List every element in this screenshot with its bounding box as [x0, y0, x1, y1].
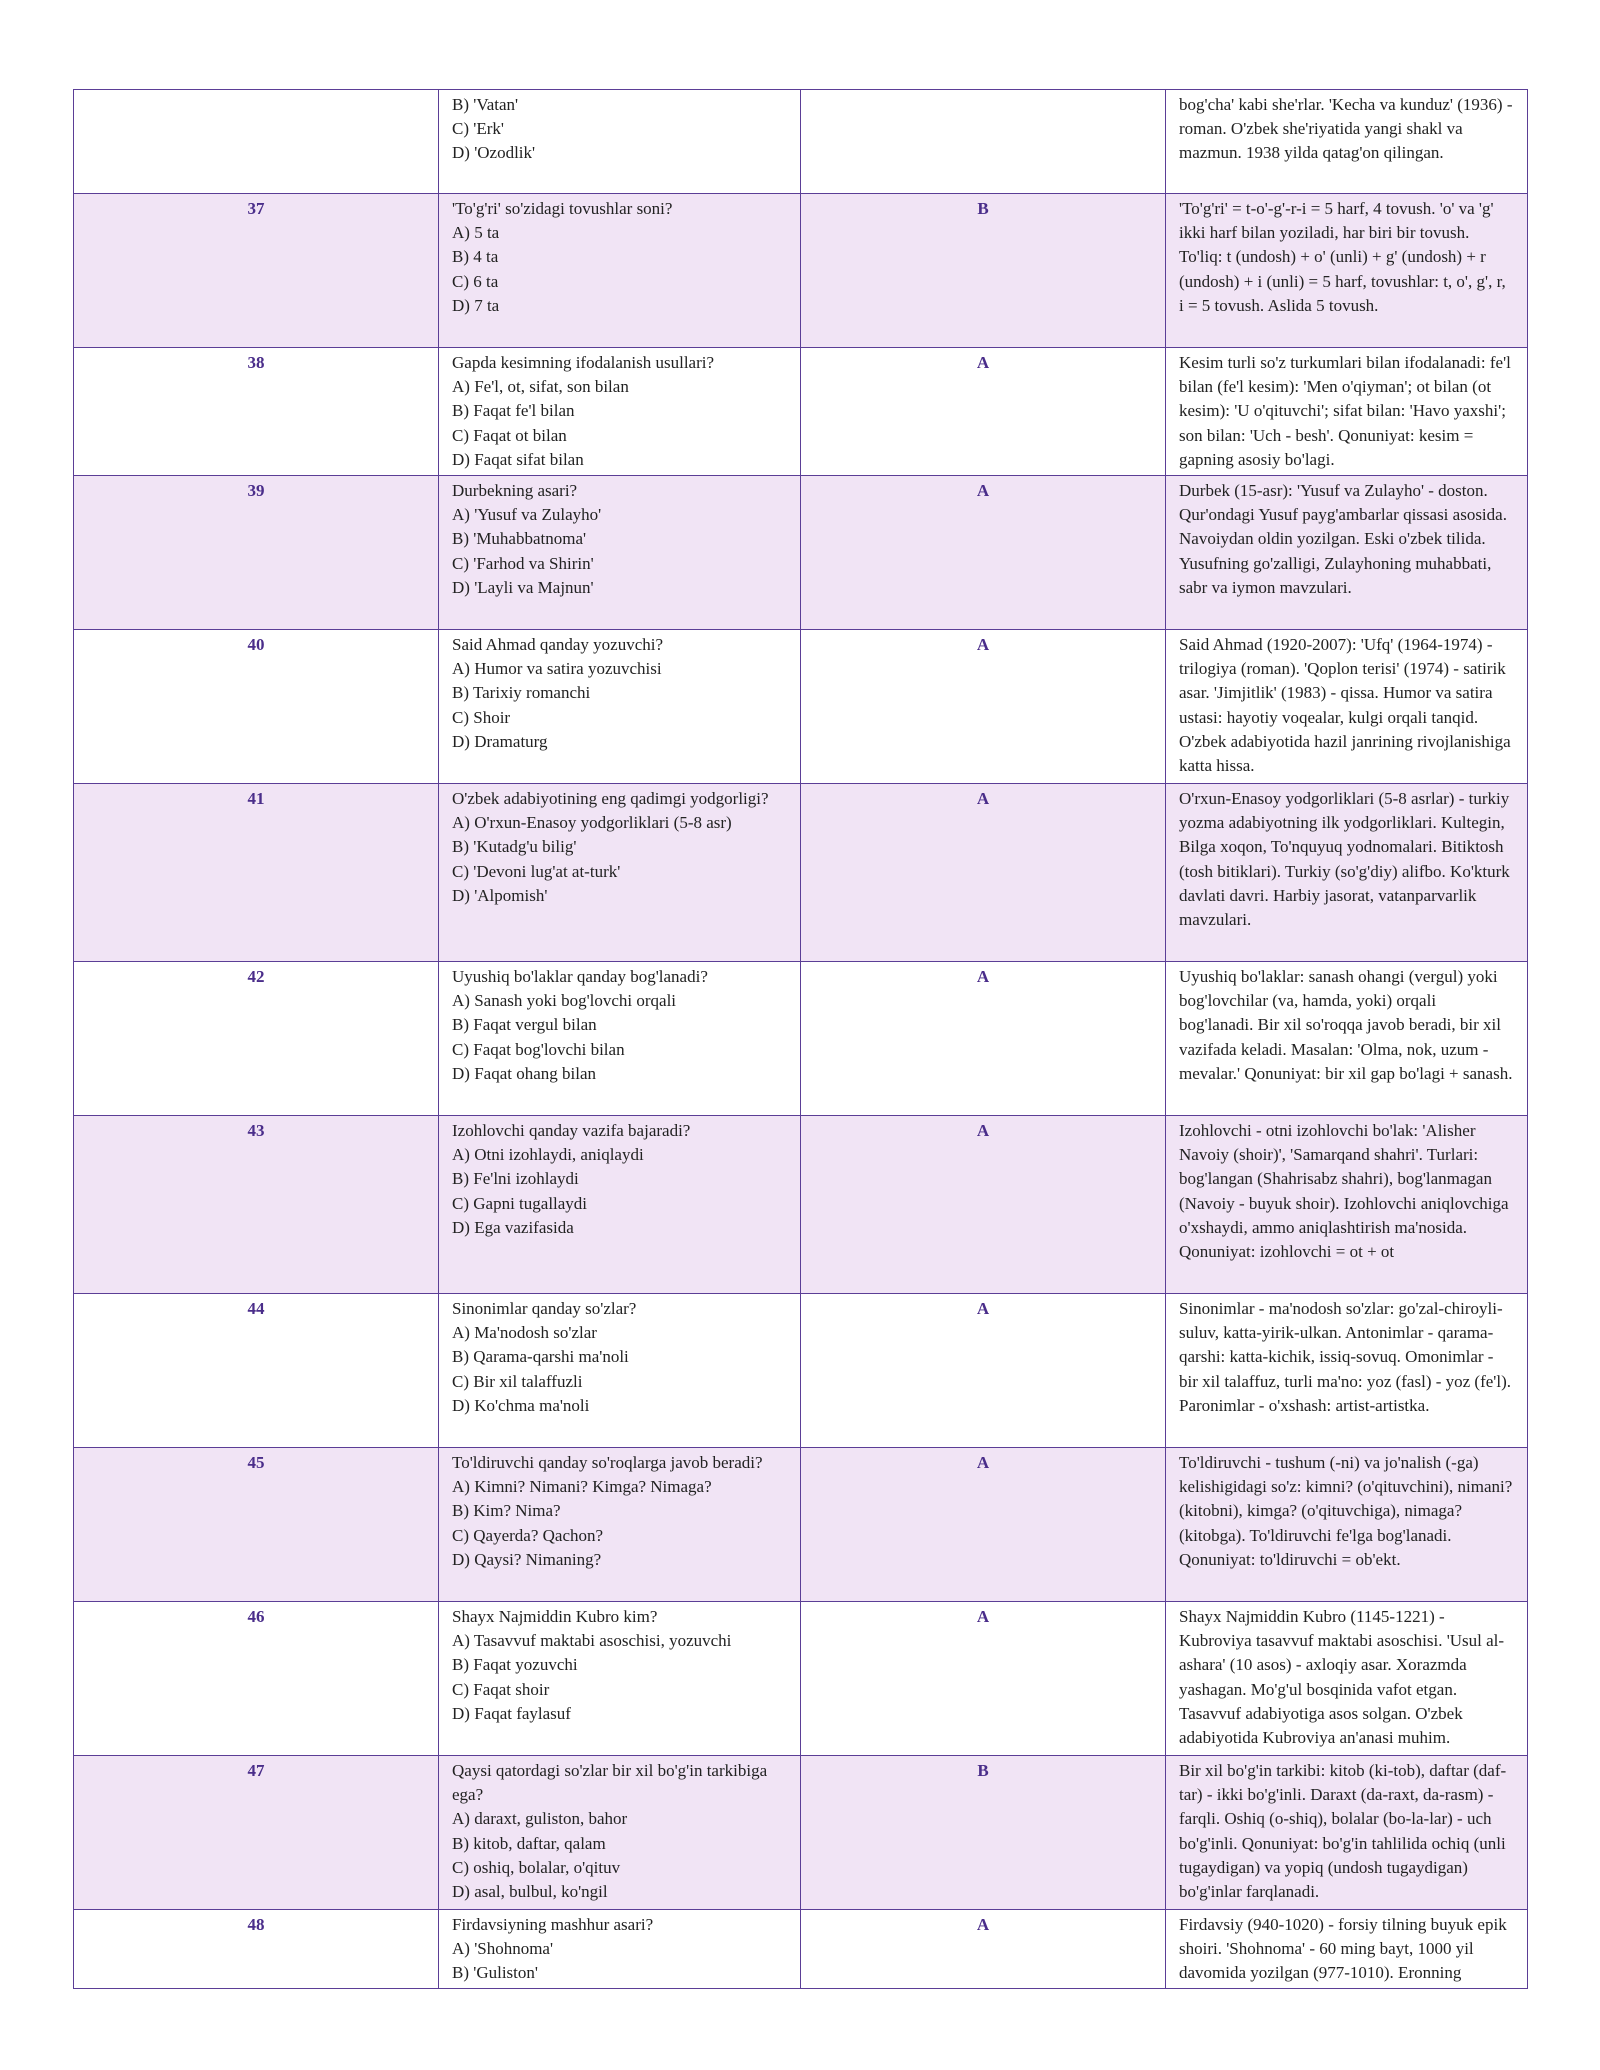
question-text: Izohlovchi qanday vazifa bajaradi?: [452, 1121, 691, 1140]
answer-option: C) 'Devoni lug'at at-turk': [452, 861, 621, 881]
quiz-table-body: [74, 90, 1528, 1989]
answer-option: A) Fe'l, ot, sifat, son bilan: [452, 377, 629, 397]
question-number: 48: [74, 1910, 439, 1989]
answer-option: C) Qayerda? Qachon?: [452, 1525, 604, 1545]
question-cell: [439, 784, 801, 962]
table-row: [74, 784, 1528, 962]
question-number: 42: [74, 962, 439, 1116]
question-number: 44: [74, 1294, 439, 1448]
explanation-cell: 'To'g'ri' = t-o'-g'-r-i = 5 harf, 4 tovush. 'o' va 'g' ikki harf bilan yoziladi, har biri bir tovush. To'liq: t (undosh) + o' (unli) + g' (undosh) + r (undosh) + i (unli) = 5 harf, tovushlar: t, o', g', r, i = 5 tovush. Aslida 5 tovush.: [1166, 194, 1528, 348]
answer-option: A) Kimni? Nimani? Kimga? Nimaga?: [452, 1477, 712, 1497]
answer-option: D) asal, bulbul, ko'ngil: [452, 1882, 608, 1902]
table-row: [74, 1294, 1528, 1448]
answer-option: C) Bir xil talaffuzli: [452, 1371, 583, 1391]
question-cell: [439, 476, 801, 630]
answer-option: B) Qarama-qarshi ma'noli: [452, 1347, 629, 1367]
correct-answer: A: [801, 1116, 1166, 1294]
question-number: 47: [74, 1756, 439, 1910]
table-row: [74, 962, 1528, 1116]
table-row: [74, 1116, 1528, 1294]
question-number: 43: [74, 1116, 439, 1294]
answer-option: C) Faqat bog'lovchi bilan: [452, 1039, 625, 1059]
table-row: [74, 1756, 1528, 1910]
correct-answer: A: [801, 348, 1166, 476]
question-text: To'ldiruvchi qanday so'roqlarga javob beradi?: [452, 1453, 763, 1472]
answer-option: A) Sanash yoki bog'lovchi orqali: [452, 991, 677, 1011]
answer-option: B) kitob, daftar, qalam: [452, 1833, 606, 1853]
answer-option: B) Faqat yozuvchi: [452, 1655, 578, 1675]
answer-option: D) Qaysi? Nimaning?: [452, 1549, 602, 1569]
answer-option: B) 'Vatan': [452, 95, 519, 114]
answer-option: D) Faqat ohang bilan: [452, 1063, 596, 1083]
explanation-cell: Said Ahmad (1920-2007): 'Ufq' (1964-1974) - trilogiya (roman). 'Qoplon terisi' (1974) - satirik asar. 'Jimjitlik' (1983) - qissa. Humor va satira ustasi: hayotiy voqealar, kulgi orqali tanqid. O'zbek adabiyotida hazil janrining rivojlanishiga katta hissa.: [1166, 630, 1528, 784]
correct-answer: [801, 90, 1166, 194]
answer-option: C) 'Farhod va Shirin': [452, 553, 594, 573]
answer-option: A) Tasavvuf maktabi asoschisi, yozuvchi: [452, 1631, 732, 1651]
answer-option: D) Faqat sifat bilan: [452, 449, 584, 469]
question-text: Said Ahmad qanday yozuvchi?: [452, 635, 664, 654]
question-text: 'To'g'ri' so'zidagi tovushlar soni?: [452, 199, 673, 218]
correct-answer: B: [801, 1756, 1166, 1910]
answer-option: D) 'Layli va Majnun': [452, 577, 594, 597]
question-text: Firdavsiyning mashhur asari?: [452, 1915, 654, 1934]
question-cell: [439, 1602, 801, 1756]
answer-option: A) 'Yusuf va Zulayho': [452, 505, 602, 525]
answer-option: D) 'Alpomish': [452, 885, 548, 905]
question-number: 38: [74, 348, 439, 476]
answer-option: B) 'Kutadg'u bilig': [452, 837, 577, 857]
question-number: 46: [74, 1602, 439, 1756]
answer-option: C) Faqat shoir: [452, 1679, 550, 1699]
answer-option: C) oshiq, bolalar, o'qituv: [452, 1857, 621, 1877]
answer-option: B) Faqat vergul bilan: [452, 1015, 597, 1035]
explanation-cell: bog'cha' kabi she'rlar. 'Kecha va kunduz' (1936) - roman. O'zbek she'riyatida yangi shakl va mazmun. 1938 yilda qatag'on qilingan.: [1166, 90, 1528, 194]
correct-answer: A: [801, 1602, 1166, 1756]
question-text: Qaysi qatordagi so'zlar bir xil bo'g'in tarkibiga ega?: [452, 1761, 768, 1805]
answer-option: D) 'Ozodlik': [452, 143, 536, 163]
table-row: [74, 1602, 1528, 1756]
question-cell: [439, 1448, 801, 1602]
explanation-cell: Durbek (15-asr): 'Yusuf va Zulayho' - doston. Qur'ondagi Yusuf payg'ambarlar qissasi asosida. Navoiydan oldin yozilgan. Eski o'zbek tilida. Yusufning go'zalligi, Zulayhoning muhabbati, sabr va iymon mavzulari.: [1166, 476, 1528, 630]
explanation-cell: Shayx Najmiddin Kubro (1145-1221) - Kubroviya tasavvuf maktabi asoschisi. 'Usul al-ashara' (10 asos) - axloqiy asar. Xorazmda yashagan. Mo'g'ul bosqinida vafot etgan. Tasavvuf adabiyotiga asos solgan. O'zbek adabiyotida Kubroviya an'anasi muhim.: [1166, 1602, 1528, 1756]
answer-option: B) 'Guliston': [452, 1963, 538, 1983]
correct-answer: A: [801, 1448, 1166, 1602]
correct-answer: A: [801, 962, 1166, 1116]
table-row: [74, 194, 1528, 348]
question-text: Gapda kesimning ifodalanish usullari?: [452, 353, 715, 372]
question-text: Shayx Najmiddin Kubro kim?: [452, 1607, 658, 1626]
question-number: 39: [74, 476, 439, 630]
question-text: Durbekning asari?: [452, 481, 578, 500]
question-cell: [439, 1910, 801, 1989]
question-number: 45: [74, 1448, 439, 1602]
table-row: [74, 476, 1528, 630]
question-cell: [439, 1756, 801, 1910]
question-number: 41: [74, 784, 439, 962]
explanation-cell: O'rxun-Enasoy yodgorliklari (5-8 asrlar) - turkiy yozma adabiyotning ilk yodgorliklari. Kultegin, Bilga xoqon, To'nquyuq yodnomalari. Bitiktosh (tosh bitiklari). Turkiy (so'g'diy) alifbo. Ko'kturk davlati davri. Harbiy jasorat, vatanparvarlik mavzulari.: [1166, 784, 1528, 962]
question-number: 40: [74, 630, 439, 784]
answer-option: D) Ko'chma ma'noli: [452, 1395, 590, 1415]
correct-answer: A: [801, 630, 1166, 784]
question-cell: [439, 962, 801, 1116]
explanation-cell: Sinonimlar - ma'nodosh so'zlar: go'zal-chiroyli-suluv, katta-yirik-ulkan. Antonimlar - qarama-qarshi: katta-kichik, issiq-sovuq. Omonimlar - bir xil talaffuz, turli ma'no: yoz (fasl) - yoz (fe'l). Paronimlar - o'xshash: artist-artistka.: [1166, 1294, 1528, 1448]
table-row: [74, 1910, 1528, 1989]
table-row: [74, 630, 1528, 784]
answer-option: D) 7 ta: [452, 295, 500, 315]
answer-option: B) Fe'lni izohlaydi: [452, 1169, 579, 1189]
answer-option: B) Tarixiy romanchi: [452, 683, 591, 703]
table-row: [74, 1448, 1528, 1602]
answer-option: D) Dramaturg: [452, 731, 548, 751]
answer-option: A) Humor va satira yozuvchisi: [452, 659, 662, 679]
question-cell: [439, 90, 801, 194]
question-cell: [439, 1294, 801, 1448]
answer-option: C) 'Erk': [452, 119, 504, 139]
answer-option: B) 4 ta: [452, 247, 499, 267]
answer-option: B) Kim? Nima?: [452, 1501, 561, 1521]
answer-option: C) Gapni tugallaydi: [452, 1193, 588, 1213]
answer-option: A) O'rxun-Enasoy yodgorliklari (5-8 asr): [452, 813, 732, 833]
correct-answer: B: [801, 194, 1166, 348]
question-text: Uyushiq bo'laklar qanday bog'lanadi?: [452, 967, 708, 986]
question-cell: [439, 194, 801, 348]
table-row: [74, 90, 1528, 194]
table-row: [74, 348, 1528, 476]
answer-option: C) Faqat ot bilan: [452, 425, 567, 445]
answer-option: A) Otni izohlaydi, aniqlaydi: [452, 1145, 644, 1165]
question-cell: [439, 1116, 801, 1294]
question-cell: [439, 630, 801, 784]
correct-answer: A: [801, 1910, 1166, 1989]
explanation-cell: Bir xil bo'g'in tarkibi: kitob (ki-tob), daftar (daf-tar) - ikki bo'g'inli. Daraxt (da-raxt, da-rasm) - farqli. Oshiq (o-shiq), bolalar (bo-la-lar) - uch bo'g'inli. Qonuniyat: bo'g'in tahlilida ochiq (unli tugaydigan) va yopiq (undosh tugaydigan) bo'g'inlar farqlanadi.: [1166, 1756, 1528, 1910]
correct-answer: A: [801, 476, 1166, 630]
answer-option: B) 'Muhabbatnoma': [452, 529, 587, 549]
answer-option: D) Ega vazifasida: [452, 1217, 574, 1237]
explanation-cell: Uyushiq bo'laklar: sanash ohangi (vergul) yoki bog'lovchilar (va, hamda, yoki) orqali bog'lanadi. Bir xil so'roqqa javob beradi, bir xil vazifada keladi. Masalan: 'Olma, nok, uzum - mevalar.' Qonuniyat: bir xil gap bo'lagi + sanash.: [1166, 962, 1528, 1116]
correct-answer: A: [801, 1294, 1166, 1448]
correct-answer: A: [801, 784, 1166, 962]
explanation-cell: Izohlovchi - otni izohlovchi bo'lak: 'Alisher Navoiy (shoir)', 'Samarqand shahri'. Turlari: bog'langan (Shahrisabz shahri), bog'lanmagan (Navoiy - buyuk shoir). Izohlovchi aniqlovchiga o'xshaydi, ammo aniqlashtirish ma'nosida. Qonuniyat: izohlovchi = ot + ot: [1166, 1116, 1528, 1294]
question-number: 37: [74, 194, 439, 348]
answer-option: A) 'Shohnoma': [452, 1939, 554, 1959]
answer-option: A) 5 ta: [452, 223, 500, 243]
answer-option: C) Shoir: [452, 707, 511, 727]
question-text: Sinonimlar qanday so'zlar?: [452, 1299, 637, 1318]
answer-option: A) daraxt, guliston, bahor: [452, 1809, 628, 1829]
quiz-table: [73, 89, 1528, 1989]
question-number: [74, 90, 439, 194]
explanation-cell: Firdavsiy (940-1020) - forsiy tilning buyuk epik shoiri. 'Shohnoma' - 60 ming bayt, 1000 yil davomida yozilgan (977-1010). Eronning: [1166, 1910, 1528, 1989]
explanation-cell: To'ldiruvchi - tushum (-ni) va jo'nalish (-ga) kelishigidagi so'z: kimni? (o'qituvchini), nimani? (kitobni), kimga? (o'qituvchiga), nimaga? (kitobga). To'ldiruvchi fe'lga bog'lanadi. Qonuniyat: to'ldiruvchi = ob'ekt.: [1166, 1448, 1528, 1602]
answer-option: B) Faqat fe'l bilan: [452, 401, 575, 421]
explanation-cell: Kesim turli so'z turkumlari bilan ifodalanadi: fe'l bilan (fe'l kesim): 'Men o'qiyman'; ot bilan (ot kesim): 'U o'qituvchi'; sifat bilan: 'Havo yaxshi'; son bilan: 'Uch - besh'. Qonuniyat: kesim = gapning asosiy bo'lagi.: [1166, 348, 1528, 476]
answer-option: D) Faqat faylasuf: [452, 1703, 571, 1723]
question-text: O'zbek adabiyotining eng qadimgi yodgorligi?: [452, 789, 769, 808]
answer-option: A) Ma'nodosh so'zlar: [452, 1323, 597, 1343]
question-cell: [439, 348, 801, 476]
answer-option: C) 6 ta: [452, 271, 499, 291]
